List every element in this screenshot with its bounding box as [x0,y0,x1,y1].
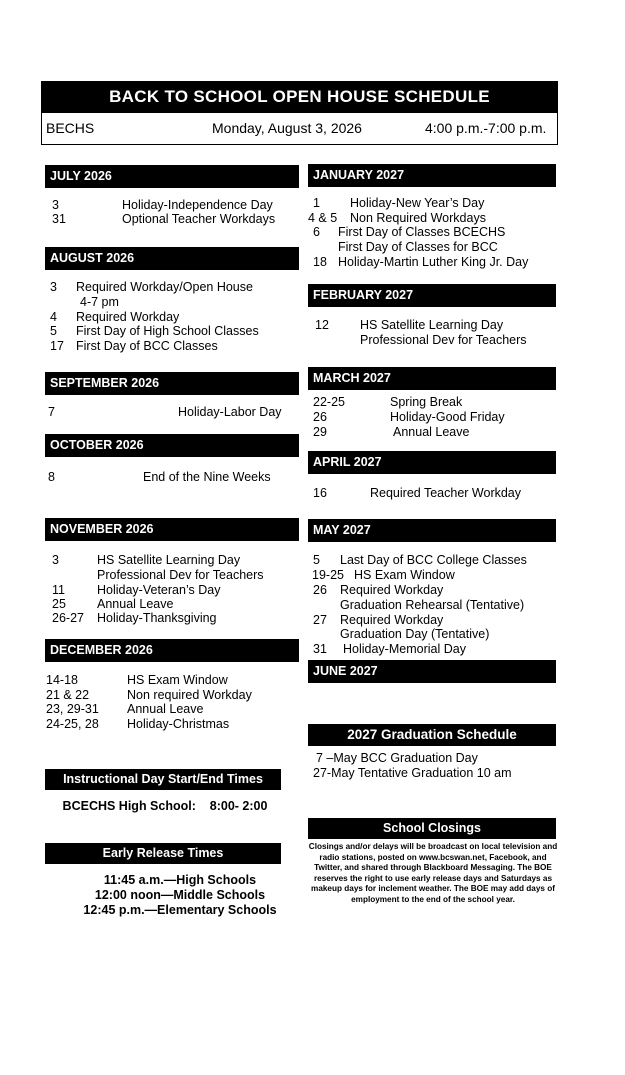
september-day: 7 [48,405,55,419]
month-heading-january: JANUARY 2027 [308,164,556,187]
month-heading-june: JUNE 2027 [308,660,556,683]
december-event: HS Exam Window [127,673,228,687]
may-event: Holiday-Memorial Day [343,642,466,656]
december-day: 23, 29-31 [46,702,99,716]
october-day: 8 [48,470,55,484]
november-day: 26-27 [52,611,84,625]
november-event: Holiday-Veteran’s Day [97,583,221,597]
page-title: BACK TO SCHOOL OPEN HOUSE SCHEDULE [41,81,558,113]
may-event: HS Exam Window [354,568,455,582]
august-event: First Day of BCC Classes [76,339,218,353]
open-house-details [41,113,558,145]
january-day: 1 [313,196,320,210]
december-day: 14-18 [46,673,78,687]
february-day: 12 [315,318,329,332]
may-event: Graduation Day (Tentative) [340,627,490,641]
january-event: Non Required Workdays [350,211,486,225]
early-release-line: 12:45 p.m.—Elementary Schools [83,903,277,917]
month-heading-august: AUGUST 2026 [45,247,299,270]
january-event: Holiday-New Year’s Day [350,196,485,210]
april-event: Required Teacher Workday [370,486,522,500]
september-event: Holiday-Labor Day [178,405,282,419]
early-release-line: 12:00 noon—Middle Schools [94,888,266,902]
instructional-times-line: BCECHS High School: 8:00- 2:00 [62,799,268,813]
month-heading-april: APRIL 2027 [308,451,556,474]
graduation-heading: 2027 Graduation Schedule [308,724,556,746]
may-day: 5 [313,553,320,567]
december-day: 21 & 22 [46,688,90,702]
november-event: Annual Leave [97,597,174,611]
graduation-line: 27-May Tentative Graduation 10 am [313,766,512,780]
month-heading-may: MAY 2027 [308,519,556,542]
march-event: Annual Leave [393,425,470,439]
august-day: 5 [50,324,57,338]
march-day: 29 [313,425,327,439]
august-event: First Day of High School Classes [76,324,259,338]
july-event: Optional Teacher Workdays [122,212,276,226]
january-day: 4 & 5 [308,211,338,225]
january-day: 18 [313,255,327,269]
december-event: Non required Workday [127,688,252,702]
month-heading-july: JULY 2026 [45,165,299,188]
school-name: BECHS [46,120,95,136]
august-event: Required Workday [76,310,180,324]
november-event: Holiday-Thanksgiving [97,611,217,625]
month-heading-march: MARCH 2027 [308,367,556,390]
may-day: 31 [313,642,327,656]
may-event: Graduation Rehearsal (Tentative) [340,598,525,612]
august-day: 3 [50,280,57,294]
march-day: 26 [313,410,327,424]
july-day: 3 [52,198,59,212]
early-release-heading: Early Release Times [45,843,281,864]
open-house-date: Monday, August 3, 2026 [212,120,362,136]
march-day: 22-25 [313,395,345,409]
march-event: Holiday-Good Friday [390,410,505,424]
november-day: 3 [52,553,59,567]
may-day: 26 [313,583,327,597]
december-event: Holiday-Christmas [127,717,230,731]
may-day: 19-25 [312,568,344,582]
december-event: Annual Leave [127,702,204,716]
month-heading-september: SEPTEMBER 2026 [45,372,299,395]
may-event: Last Day of BCC College Classes [340,553,527,567]
month-heading-november: NOVEMBER 2026 [45,518,299,541]
open-house-time: 4:00 p.m.-7:00 p.m. [425,120,547,136]
february-event: HS Satellite Learning Day [360,318,504,332]
instructional-times-heading: Instructional Day Start/End Times [45,769,281,790]
november-event: HS Satellite Learning Day [97,553,241,567]
august-event: Required Workday/Open House [76,280,253,294]
january-event: First Day of Classes for BCC [338,240,498,254]
month-heading-december: DECEMBER 2026 [45,639,299,662]
july-day: 31 [52,212,66,226]
school-closings-text: Closings and/or delays will be broadcast on local television and radio stations, posted on www.bcswan.net, Facebook, and Twitter, and shared through Blackboard Messaging. The BOE reserves the right to use early release days and Saturdays as makeup days for inclement weather. The BOE may add days of employment to the end of the school year. [308,842,558,904]
november-event: Professional Dev for Teachers [97,568,264,582]
august-day: 4 [50,310,57,324]
february-event: Professional Dev for Teachers [360,333,527,347]
december-day: 24-25, 28 [46,717,99,731]
november-day: 25 [52,597,66,611]
january-event: First Day of Classes BCECHS [338,225,506,239]
january-day: 6 [313,225,320,239]
july-event: Holiday-Independence Day [122,198,273,212]
january-event: Holiday-Martin Luther King Jr. Day [338,255,529,269]
august-event: 4-7 pm [80,295,119,309]
october-event: End of the Nine Weeks [143,470,271,484]
graduation-line: 7 –May BCC Graduation Day [316,751,478,765]
april-day: 16 [313,486,327,500]
march-event: Spring Break [390,395,463,409]
school-closings-heading: School Closings [308,818,556,839]
november-day: 11 [52,583,65,597]
may-event: Required Workday [340,613,444,627]
may-day: 27 [313,613,327,627]
month-heading-february: FEBRUARY 2027 [308,284,556,307]
august-day: 17 [50,339,64,353]
may-event: Required Workday [340,583,444,597]
month-heading-october: OCTOBER 2026 [45,434,299,457]
open-house-header [41,81,558,145]
early-release-line: 11:45 a.m.—High Schools [103,873,257,887]
